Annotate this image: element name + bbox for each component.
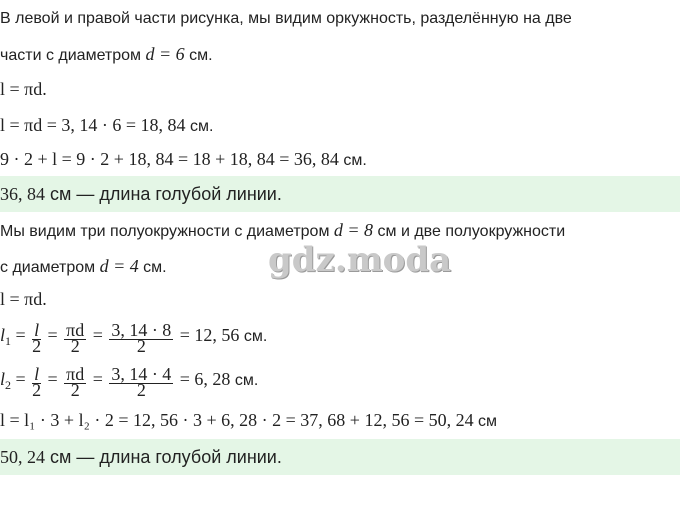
formula-result: = 12, 56 <box>179 325 240 345</box>
formula: l = l₁ · 3 + l₂ · 2 = 12, 56 · 3 + 6, 28 · 2 = 37, 68 + 12, 56 = 50, 24 <box>0 410 474 430</box>
diameter-value: d = 4 <box>99 256 139 276</box>
formula-subscript: 2 <box>5 378 12 392</box>
equals-sign: = <box>92 325 103 345</box>
fraction: $\frac{l}{2}$ <box>32 320 42 353</box>
formula-result: = 6, 28 <box>179 369 231 389</box>
formula: l = πd = 3, 14 · 6 = 18, 84 <box>0 115 186 135</box>
paragraph-line-2 <box>0 43 680 67</box>
formula-subscript: 1 <box>5 334 12 348</box>
paragraph-text: см и две полуокружности <box>373 223 566 240</box>
answer-highlight-2 <box>0 439 680 475</box>
diameter-value: d = 6 <box>145 44 185 64</box>
formula-line-6 <box>0 362 680 396</box>
formula-line-1 <box>0 78 680 102</box>
equals-sign: = <box>15 369 26 389</box>
unit-text: см. <box>239 328 268 345</box>
formula-line-4 <box>0 288 680 312</box>
formula-lhs: l <box>0 325 6 345</box>
equals-sign: = <box>47 325 58 345</box>
formula: l = πd. <box>0 79 47 99</box>
unit-text: см. <box>230 372 259 389</box>
fraction: $\frac{l}{2}$ <box>32 364 42 397</box>
fraction: $\frac{\pi d}{2}$ <box>66 364 85 397</box>
answer-value: 36, 84 <box>0 184 45 204</box>
paragraph-line-1 <box>0 8 680 30</box>
paragraph-text: Мы видим три полуокружности с диаметром <box>0 223 334 240</box>
watermark-logo: gdz.moda <box>268 240 452 280</box>
paragraph-text: В левой и правой части рисунка, мы видим оркужность, разделённую на две <box>0 10 572 27</box>
formula-line-3 <box>0 148 680 172</box>
formula-line-2 <box>0 114 680 138</box>
fraction: $\frac{3, 14 \cdot 4}{2}$ <box>111 364 172 397</box>
diameter-value: d = 8 <box>333 220 374 240</box>
answer-text: см — длина голубой линии. <box>45 184 282 204</box>
answer-highlight-1 <box>0 176 680 212</box>
answer-value: 50, 24 <box>0 447 45 467</box>
unit-text: см. <box>138 259 167 276</box>
unit-text: см. <box>185 118 214 135</box>
fraction: $\frac{3, 14 \cdot 8}{2}$ <box>111 320 172 353</box>
paragraph-text: с диаметром <box>0 259 100 276</box>
formula: 9 · 2 + l = 9 · 2 + 18, 84 = 18 + 18, 84 = 36, 84 <box>0 149 339 169</box>
equals-sign: = <box>47 369 58 389</box>
equals-sign: = <box>15 325 26 345</box>
paragraph-text: части с диаметром <box>0 47 146 64</box>
unit-text: см. <box>184 47 213 64</box>
equals-sign: = <box>92 369 103 389</box>
formula-line-5 <box>0 318 680 352</box>
fraction: $\frac{\pi d}{2}$ <box>66 320 85 353</box>
answer-text: см — длина голубой линии. <box>45 447 282 467</box>
formula-lhs: l <box>0 369 6 389</box>
formula-line-7 <box>0 409 680 433</box>
formula: l = πd. <box>0 289 47 309</box>
unit-text: см <box>473 413 498 430</box>
unit-text: см. <box>338 152 367 169</box>
